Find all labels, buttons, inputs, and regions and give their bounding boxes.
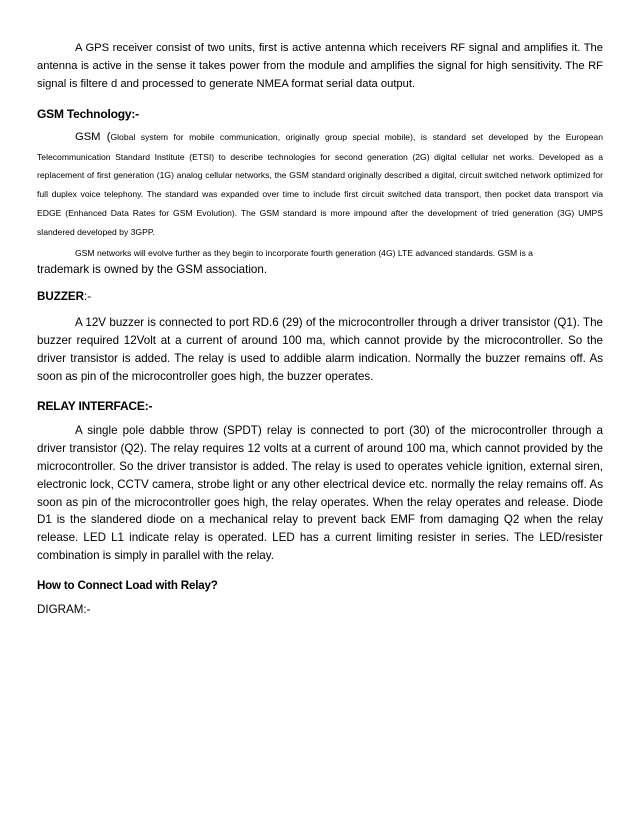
- relay-heading: RELAY INTERFACE:-: [37, 399, 153, 414]
- document-page: [37, 40, 603, 618]
- buzzer-heading-label: BUZZER: [37, 289, 85, 303]
- gsm-paragraph-2: GSM networks will evolve further as they begin to incorporate fourth generation (4G) LTE advanced standards. GSM is a: [75, 247, 533, 258]
- buzzer-heading-suffix: :-: [84, 289, 92, 303]
- gsm-heading: GSM Technology:-: [37, 107, 139, 122]
- gsm-paragraph-1-body: Global system for mobile communication, originally group special mobile), is standard set developed by the European Telecommunication Standard Institute (ETSI) to describe technologies for second generation (2G) digital cellular net works. Developed as a replacement of first generation (1G) analog cellular networks, the GSM standard originally described a digital, circuit switched network optimized for full duplex voice telephony. The standard was expanded over time to include first circuit switched data transport, then pocket data transport via EDGE (Enhanced Data Rates for GSM Evolution). The GSM standard is more impound after the development of tried generation (3G) UMPS slandered developed by 3GPP.: [37, 132, 603, 237]
- gsm-paragraph-1: [37, 127, 603, 240]
- gsm-paragraph-2-tail: trademark is owned by the GSM association.: [37, 262, 268, 276]
- buzzer-paragraph: A 12V buzzer is connected to port RD.6 (29) of the microcontroller through a driver transistor (Q1). The buzzer required 12Volt at a current of around 100 ma, which cannot provide by the microcontroller. So the driver transistor is added. The relay is used to addible alarm indication. Normally the buzzer remains off. As soon as pin of the microcontroller goes high, the buzzer operates.: [37, 316, 603, 383]
- relay-paragraph: A single pole dabble throw (SPDT) relay is connected to port (30) of the microcontroller through a driver transistor (Q2). The relay requires 12 volts at a current of around 100 ma, which cannot provided by the microcontroller. So the driver transistor is added. The relay is used to operates vehicle ignition, external siren, electronic lock, CCTV camera, strobe light or any other electrical device etc. normally the relay remains off. As soon as pin of the microcontroller goes high, the relay operates. When the relay operates and release. Diode D1 is the slandered diode on a mechanical relay to prevent back EMF from damaging Q2 when the relay release. LED L1 indicate relay is operated. LED has a current limiting resister in series. The LED/resister combination is simply in parallel with the relay.: [37, 424, 603, 562]
- intro-paragraph: A GPS receiver consist of two units, first is active antenna which receivers RF signal and amplifies it. The antenna is active in the sense it takes power from the module and amplifies the signal for high sensitivity. The RF signal is filtere d and processed to generate NMEA format serial data output.: [37, 42, 603, 90]
- diagram-label: DIGRAM:-: [37, 602, 91, 616]
- load-heading: How to Connect Load with Relay?: [37, 578, 218, 592]
- gsm-paragraph-1-lead: GSM (: [75, 131, 111, 144]
- buzzer-heading: [37, 288, 603, 306]
